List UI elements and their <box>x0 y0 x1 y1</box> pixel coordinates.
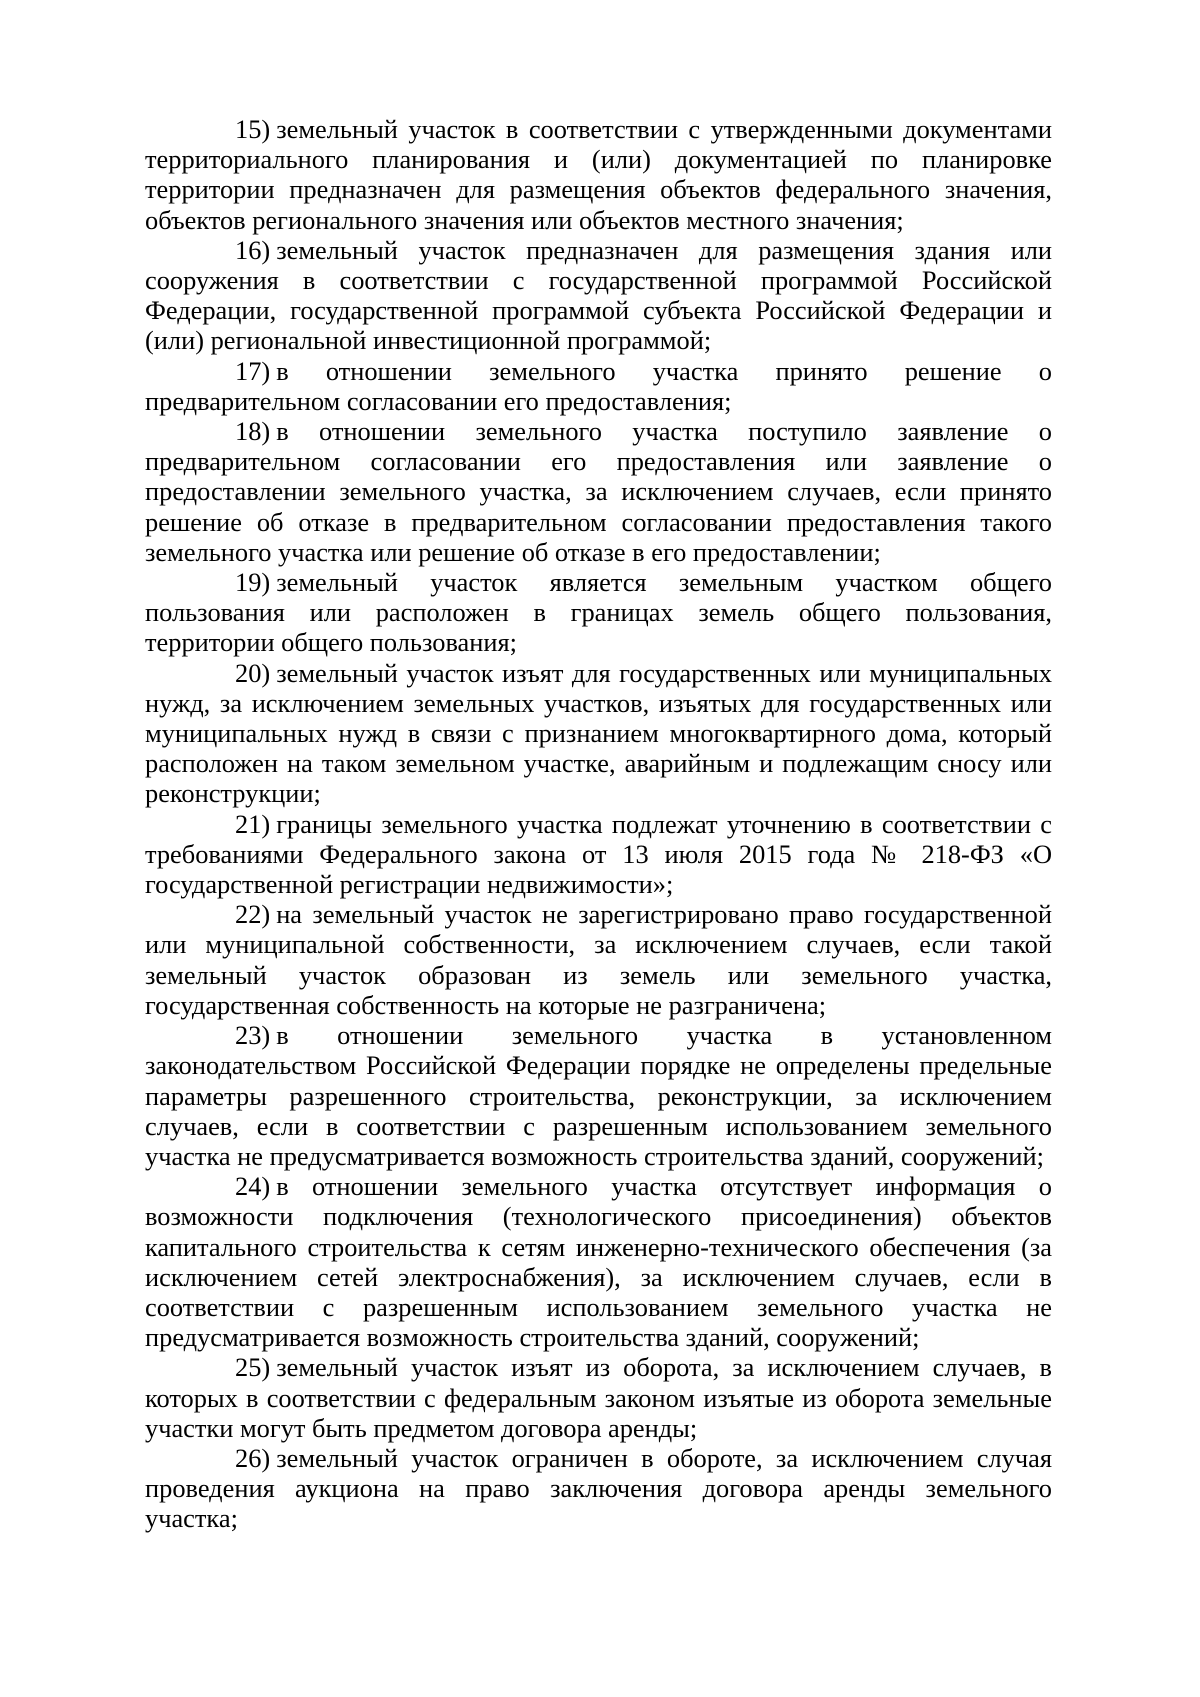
list-item <box>145 567 1052 658</box>
item-number: 15) <box>235 114 271 144</box>
item-text: на земельный участок не зарегистрировано право государственной или муниципальной собственности, за исключением случаев, если такой земельный участок образован из земель или земельного участка, государственная собственность на которые не разграничена; <box>145 899 1052 1020</box>
item-text: земельный участок изъят для государственных или муниципальных нужд, за исключением земельных участков, изъятых для государственных или муниципальных нужд в связи с признанием многоквартирного дома, который расположен на таком земельном участке, аварийным и подлежащим сносу или реконструкции; <box>145 657 1052 809</box>
list-item <box>145 114 1052 235</box>
list-item <box>145 809 1052 900</box>
list-item <box>145 356 1052 416</box>
list-item <box>145 658 1052 809</box>
item-text: в отношении земельного участка отсутствует информация о возможности подключения (технологического присоединения) объектов капитального строительства к сетям инженерно-технического обеспечения (за исключением сетей электроснабжения), за исключением случаев, если в соответствии с разрешенным использованием земельного участка не предусматривается возможность строительства зданий, сооружений; <box>145 1171 1052 1353</box>
item-text: в отношении земельного участка в установленном законодательством Российской Федерации порядке не определены предельные параметры разрешенного строительства, реконструкции, за исключением случаев, если в соответствии с разрешенным использованием земельного участка не предусматривается возможность строительства зданий, сооружений; <box>145 1020 1052 1171</box>
list-item <box>145 899 1052 1020</box>
list-item <box>145 1171 1052 1352</box>
item-text: в отношении земельного участка принято решение о предварительном согласовании его предоставления; <box>145 355 1052 416</box>
list-item <box>145 1443 1052 1534</box>
item-text: земельный участок в соответствии с утвержденными документами территориального планирования и (или) документацией по планировке территории предназначен для размещения объектов федерального значения, объектов регионального значения или объектов местного значения; <box>145 114 1052 235</box>
list-item <box>145 1352 1052 1443</box>
document-page <box>145 114 1052 1534</box>
list-item <box>145 1020 1052 1171</box>
item-text: земельный участок изъят из оборота, за исключением случаев, в которых в соответствии с федеральным законом изъятые из оборота земельные участки могут быть предметом договора аренды; <box>145 1352 1052 1443</box>
item-text: земельный участок ограничен в обороте, за исключением случая проведения аукциона на право заключения договора аренды земельного участка; <box>145 1442 1052 1534</box>
item-number: 17) <box>235 355 271 386</box>
item-number: 25) <box>235 1352 271 1383</box>
item-number: 24) <box>235 1171 271 1202</box>
list-item <box>145 235 1052 356</box>
item-text: земельный участок является земельным участком общего пользования или расположен в границах земель общего пользования, территории общего пользования; <box>145 567 1052 658</box>
item-number: 16) <box>235 234 271 265</box>
item-text: границы земельного участка подлежат уточнению в соответствии с требованиями Федерального закона от 13 июля 2015 года № 218-ФЗ «О государственной регистрации недвижимости»; <box>145 808 1052 900</box>
item-number: 19) <box>235 567 271 598</box>
item-number: 26) <box>235 1442 271 1473</box>
item-number: 21) <box>235 808 271 839</box>
item-text: в отношении земельного участка поступило заявление о предварительном согласовании его предоставления или заявление о предоставлении земельного участка, за исключением случаев, если принято решение об отказе в предварительном согласовании предоставления такого земельного участка или решение об отказе в его предоставлении; <box>145 416 1052 567</box>
item-number: 20) <box>235 657 271 688</box>
item-number: 23) <box>235 1020 271 1051</box>
item-number: 18) <box>235 416 271 447</box>
list-item <box>145 416 1052 567</box>
item-text: земельный участок предназначен для размещения здания или сооружения в соответствии с государственной программой Российской Федерации, государственной программой субъекта Российской Федерации и (или) региональной инвестиционной программой; <box>145 234 1052 356</box>
item-number: 22) <box>235 899 271 930</box>
